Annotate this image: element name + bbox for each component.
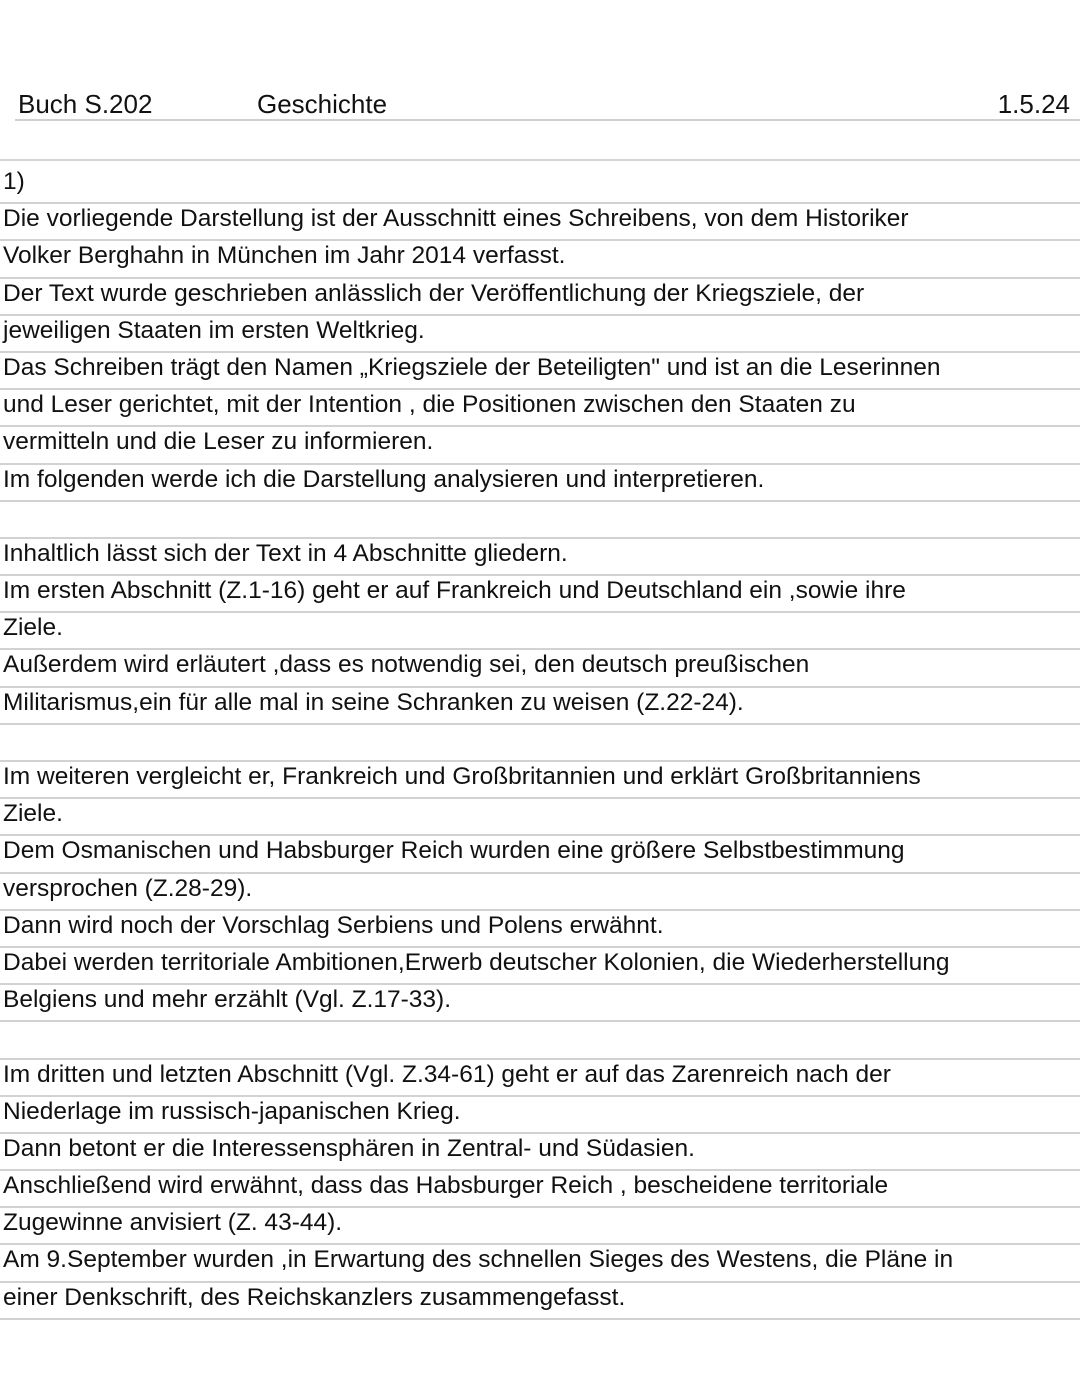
text-line xyxy=(0,204,1080,241)
line-text: Das Schreiben trägt den Namen „Kriegsziele der Beteiligten" und ist an die Leserinnen xyxy=(3,353,941,381)
text-line xyxy=(0,316,1080,353)
line-text: jeweiligen Staaten im ersten Weltkrieg. xyxy=(3,316,425,344)
line-text: Am 9.September wurden ,in Erwartung des schnellen Sieges des Westens, die Pläne in xyxy=(3,1246,954,1274)
line-text: Volker Berghahn in München im Jahr 2014 verfasst. xyxy=(3,242,566,270)
line-text: Belgiens und mehr erzählt (Vgl. Z.17-33). xyxy=(3,986,452,1014)
text-line xyxy=(0,911,1080,948)
book-reference: Buch S.202 xyxy=(18,89,153,119)
line-text: Ziele. xyxy=(3,614,63,642)
text-line xyxy=(0,1283,1080,1320)
line-text: versprochen (Z.28-29). xyxy=(3,874,253,902)
line-text: Militarismus,ein für alle mal in seine Schranken zu weisen (Z.22-24). xyxy=(3,688,744,716)
text-line xyxy=(0,836,1080,873)
line-text: Im ersten Abschnitt (Z.1-16) geht er auf Frankreich und Deutschland ein ,sowie ihre xyxy=(3,577,906,605)
text-line xyxy=(0,725,1080,762)
line-text: Außerdem wird erläutert ,dass es notwendig sei, den deutsch preußischen xyxy=(3,651,810,679)
text-line xyxy=(0,576,1080,613)
line-text: Im folgenden werde ich die Darstellung analysieren und interpretieren. xyxy=(3,465,765,493)
line-text: Anschließend wird erwähnt, dass das Habsburger Reich , bescheidene territoriale xyxy=(3,1172,889,1200)
line-text: Die vorliegende Darstellung ist der Ausschnitt eines Schreibens, von dem Historiker xyxy=(3,205,909,233)
text-line xyxy=(0,948,1080,985)
line-text: Der Text wurde geschrieben anlässlich der Veröffentlichung der Kriegsziele, der xyxy=(3,279,865,307)
text-line xyxy=(0,1208,1080,1245)
line-text: Zugewinne anvisiert (Z. 43-44). xyxy=(3,1209,343,1237)
text-line xyxy=(0,353,1080,390)
line-text: 1) xyxy=(3,168,25,195)
text-line xyxy=(0,539,1080,576)
text-line xyxy=(0,502,1080,539)
line-text: Dabei werden territoriale Ambitionen,Erwerb deutscher Kolonien, die Wiederherstellung xyxy=(3,948,950,976)
text-line xyxy=(0,985,1080,1022)
line-text: Dann wird noch der Vorschlag Serbiens und Polens erwähnt. xyxy=(3,911,664,939)
line-text: Dem Osmanischen und Habsburger Reich wurden eine größere Selbstbestimmung xyxy=(3,837,905,865)
text-line xyxy=(0,799,1080,836)
text-line xyxy=(0,688,1080,725)
line-text: Im dritten und letzten Abschnitt (Vgl. Z.34-61) geht er auf das Zarenreich nach der xyxy=(3,1060,891,1088)
line-text: Ziele. xyxy=(3,800,63,828)
line-text: Im weiteren vergleicht er, Frankreich und Großbritannien und erklärt Großbritanniens xyxy=(3,763,921,790)
text-line xyxy=(0,650,1080,687)
notebook-body xyxy=(0,167,1080,1320)
ruled-line xyxy=(0,159,1080,161)
text-line xyxy=(0,279,1080,316)
subject-title: Geschichte xyxy=(257,89,388,119)
text-line xyxy=(0,241,1080,278)
text-line xyxy=(0,1097,1080,1134)
line-text: Niederlage im russisch-japanischen Krieg. xyxy=(3,1097,461,1125)
line-text: Inhaltlich lässt sich der Text in 4 Abschnitte gliedern. xyxy=(3,539,568,567)
text-line xyxy=(0,465,1080,502)
text-line xyxy=(0,167,1080,204)
text-line xyxy=(0,613,1080,650)
text-line xyxy=(0,1134,1080,1171)
text-line xyxy=(0,874,1080,911)
line-text: und Leser gerichtet, mit der Intention , die Positionen zwischen den Staaten zu xyxy=(3,391,856,419)
text-line xyxy=(0,1245,1080,1282)
text-line xyxy=(0,1022,1080,1059)
header-rule xyxy=(15,119,1080,121)
text-line xyxy=(0,1060,1080,1097)
date: 1.5.24 xyxy=(997,89,1070,119)
line-text: einer Denkschrift, des Reichskanzlers zusammengefasst. xyxy=(3,1283,626,1311)
text-line xyxy=(0,390,1080,427)
line-text: Dann betont er die Interessensphären in Zentral- und Südasien. xyxy=(3,1134,695,1162)
text-line xyxy=(0,427,1080,464)
line-text: vermitteln und die Leser zu informieren. xyxy=(3,428,434,456)
text-line xyxy=(0,762,1080,799)
text-line xyxy=(0,1171,1080,1208)
